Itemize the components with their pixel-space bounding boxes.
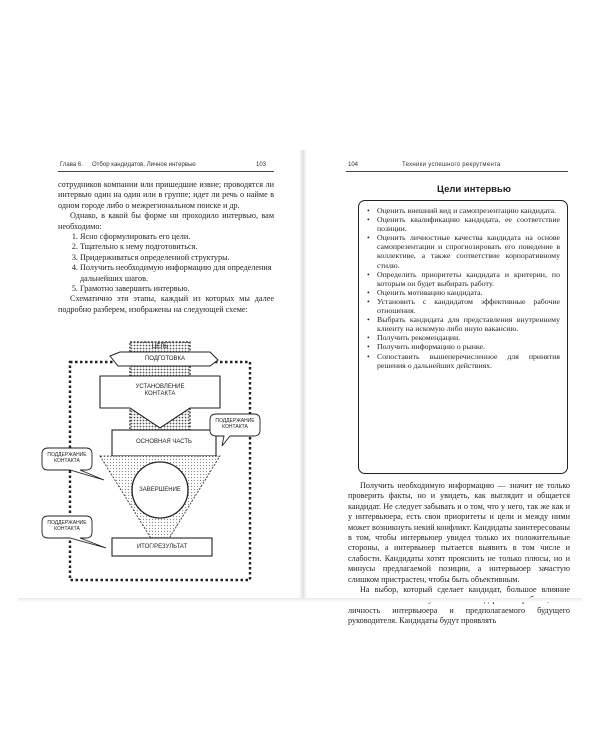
paragraph: На выбор, который сделает кандидат, большое влияние личность интервьюера и предполагаемого будущего руководителя. Кандидаты будут проявлять <box>348 585 570 626</box>
steps-list <box>58 232 274 294</box>
list-item: 2. Тщательно к нему подготовиться. <box>80 242 274 252</box>
left-page <box>18 150 300 600</box>
goal-item: • Оценить личностные качества кандидата на основе самопрезентации и спрогнозировать его поведение в коллективе, а также соответствие корпоративному стилю. <box>367 233 560 269</box>
diagram-graphics <box>40 338 280 593</box>
left-running-head-title: Отбор кандидатов. Личное интервью <box>92 162 196 168</box>
goal-item: • Выбрать кандидата для представления внутреннему клиенту на искомую либо иную вакансию. <box>367 315 560 333</box>
goal-item: • Установить с кандидатом эффективные рабочие отношения. <box>367 297 560 315</box>
right-header-rule <box>346 171 568 172</box>
diagram-goal-label: ЦЕЛЬ <box>151 344 169 350</box>
diagram-main-label: ОСНОВНАЯ ЧАСТЬ <box>136 439 192 445</box>
book-spread <box>18 150 582 626</box>
list-item: 5. Грамотно завершить интервью. <box>80 284 274 294</box>
list-item: 4. Получить необходимую информацию для определения дальнейших шагов. <box>80 263 274 284</box>
goal-item: • Получить информацию о рынке. <box>367 342 560 351</box>
list-item: 1. Ясно сформулировать его цели. <box>80 232 274 242</box>
goals-title: Цели интервью <box>437 184 511 195</box>
left-running-head-chapter: Глава 6. <box>60 162 83 168</box>
diagram-completion-label: ЗАВЕРШЕНИЕ <box>139 487 181 493</box>
paragraph: Однако, в какой бы форме ни проходило интервью, вам необходимо: <box>58 211 274 231</box>
list-item: 3. Придерживаться определенной структуры. <box>80 253 274 263</box>
right-page-number: 104 <box>348 162 359 168</box>
goal-item: • Определить приоритеты кандидата и критерии, по которым он будет выбирать работу. <box>367 270 560 288</box>
paragraph: сотрудников компании или пришедшие извне; проводятся ли интервью один на один или в группе; идет ли речь о найме в одном городе либо о межрегиональном поиске и др. <box>58 180 274 210</box>
left-body-text <box>58 180 274 315</box>
goal-item: • Оценить мотивацию кандидата. <box>367 288 560 297</box>
diagram-preparation-label: ПОДГОТОВКА <box>144 356 186 362</box>
paragraph: Схематично эти этапы, каждый из которых мы далее подробно разберем, изображены на следующей схеме: <box>58 294 274 314</box>
left-page-number: 103 <box>256 162 267 168</box>
support-label-left-2: ПОДДЕРЖАНИЕ КОНТАКТА <box>47 520 87 532</box>
left-header-rule <box>58 171 274 172</box>
interview-stages-diagram <box>40 338 280 593</box>
diagram-result-label: ИТОГ/РЕЗУЛЬТАТ <box>136 544 188 550</box>
goal-item: • Оценить квалификацию кандидата, ее соответствие позиции. <box>367 215 560 233</box>
right-running-head-title: Техники успешного рекрутмента <box>402 162 501 168</box>
right-body-text <box>348 481 570 627</box>
goal-item: • Сопоставить вышеперечисленное для принятия решения о дальнейших действиях. <box>367 352 560 370</box>
diagram-contact-label: УСТАНОВЛЕНИЕ КОНТАКТА <box>135 384 185 397</box>
paragraph: Получить необходимую информацию — значит не только проверить факты, но и увидеть, как выглядит и общается кандидат. Не следует забывать и о том, что у него, так же как и у интервьюера, есть свои приоритеты и цели и между ними может возникнуть некий конфликт. Кандидаты заинтересованы в том, чтобы интервьюер увидел только их положительные стороны, а интервьюер пытается выявить в том числе и слабости. Кандидаты хотят прояснить не только плюсы, но и минусы предлагаемой позиции, а интервьюер зачастую слишком пристрастен, чтобы быть объективным. <box>348 481 570 584</box>
goal-item: • Получить рекомендации. <box>367 333 560 342</box>
page-bottom-shadow <box>18 598 582 602</box>
support-label-left-1: ПОДДЕРЖАНИЕ КОНТАКТА <box>47 452 87 464</box>
goal-item: • Оценить внешний вид и самопрезентацию кандидата. <box>367 206 560 215</box>
right-page <box>306 150 582 626</box>
goals-list <box>367 206 560 370</box>
goals-box <box>358 200 568 474</box>
support-label-right: ПОДДЕРЖАНИЕ КОНТАКТА <box>215 418 255 430</box>
